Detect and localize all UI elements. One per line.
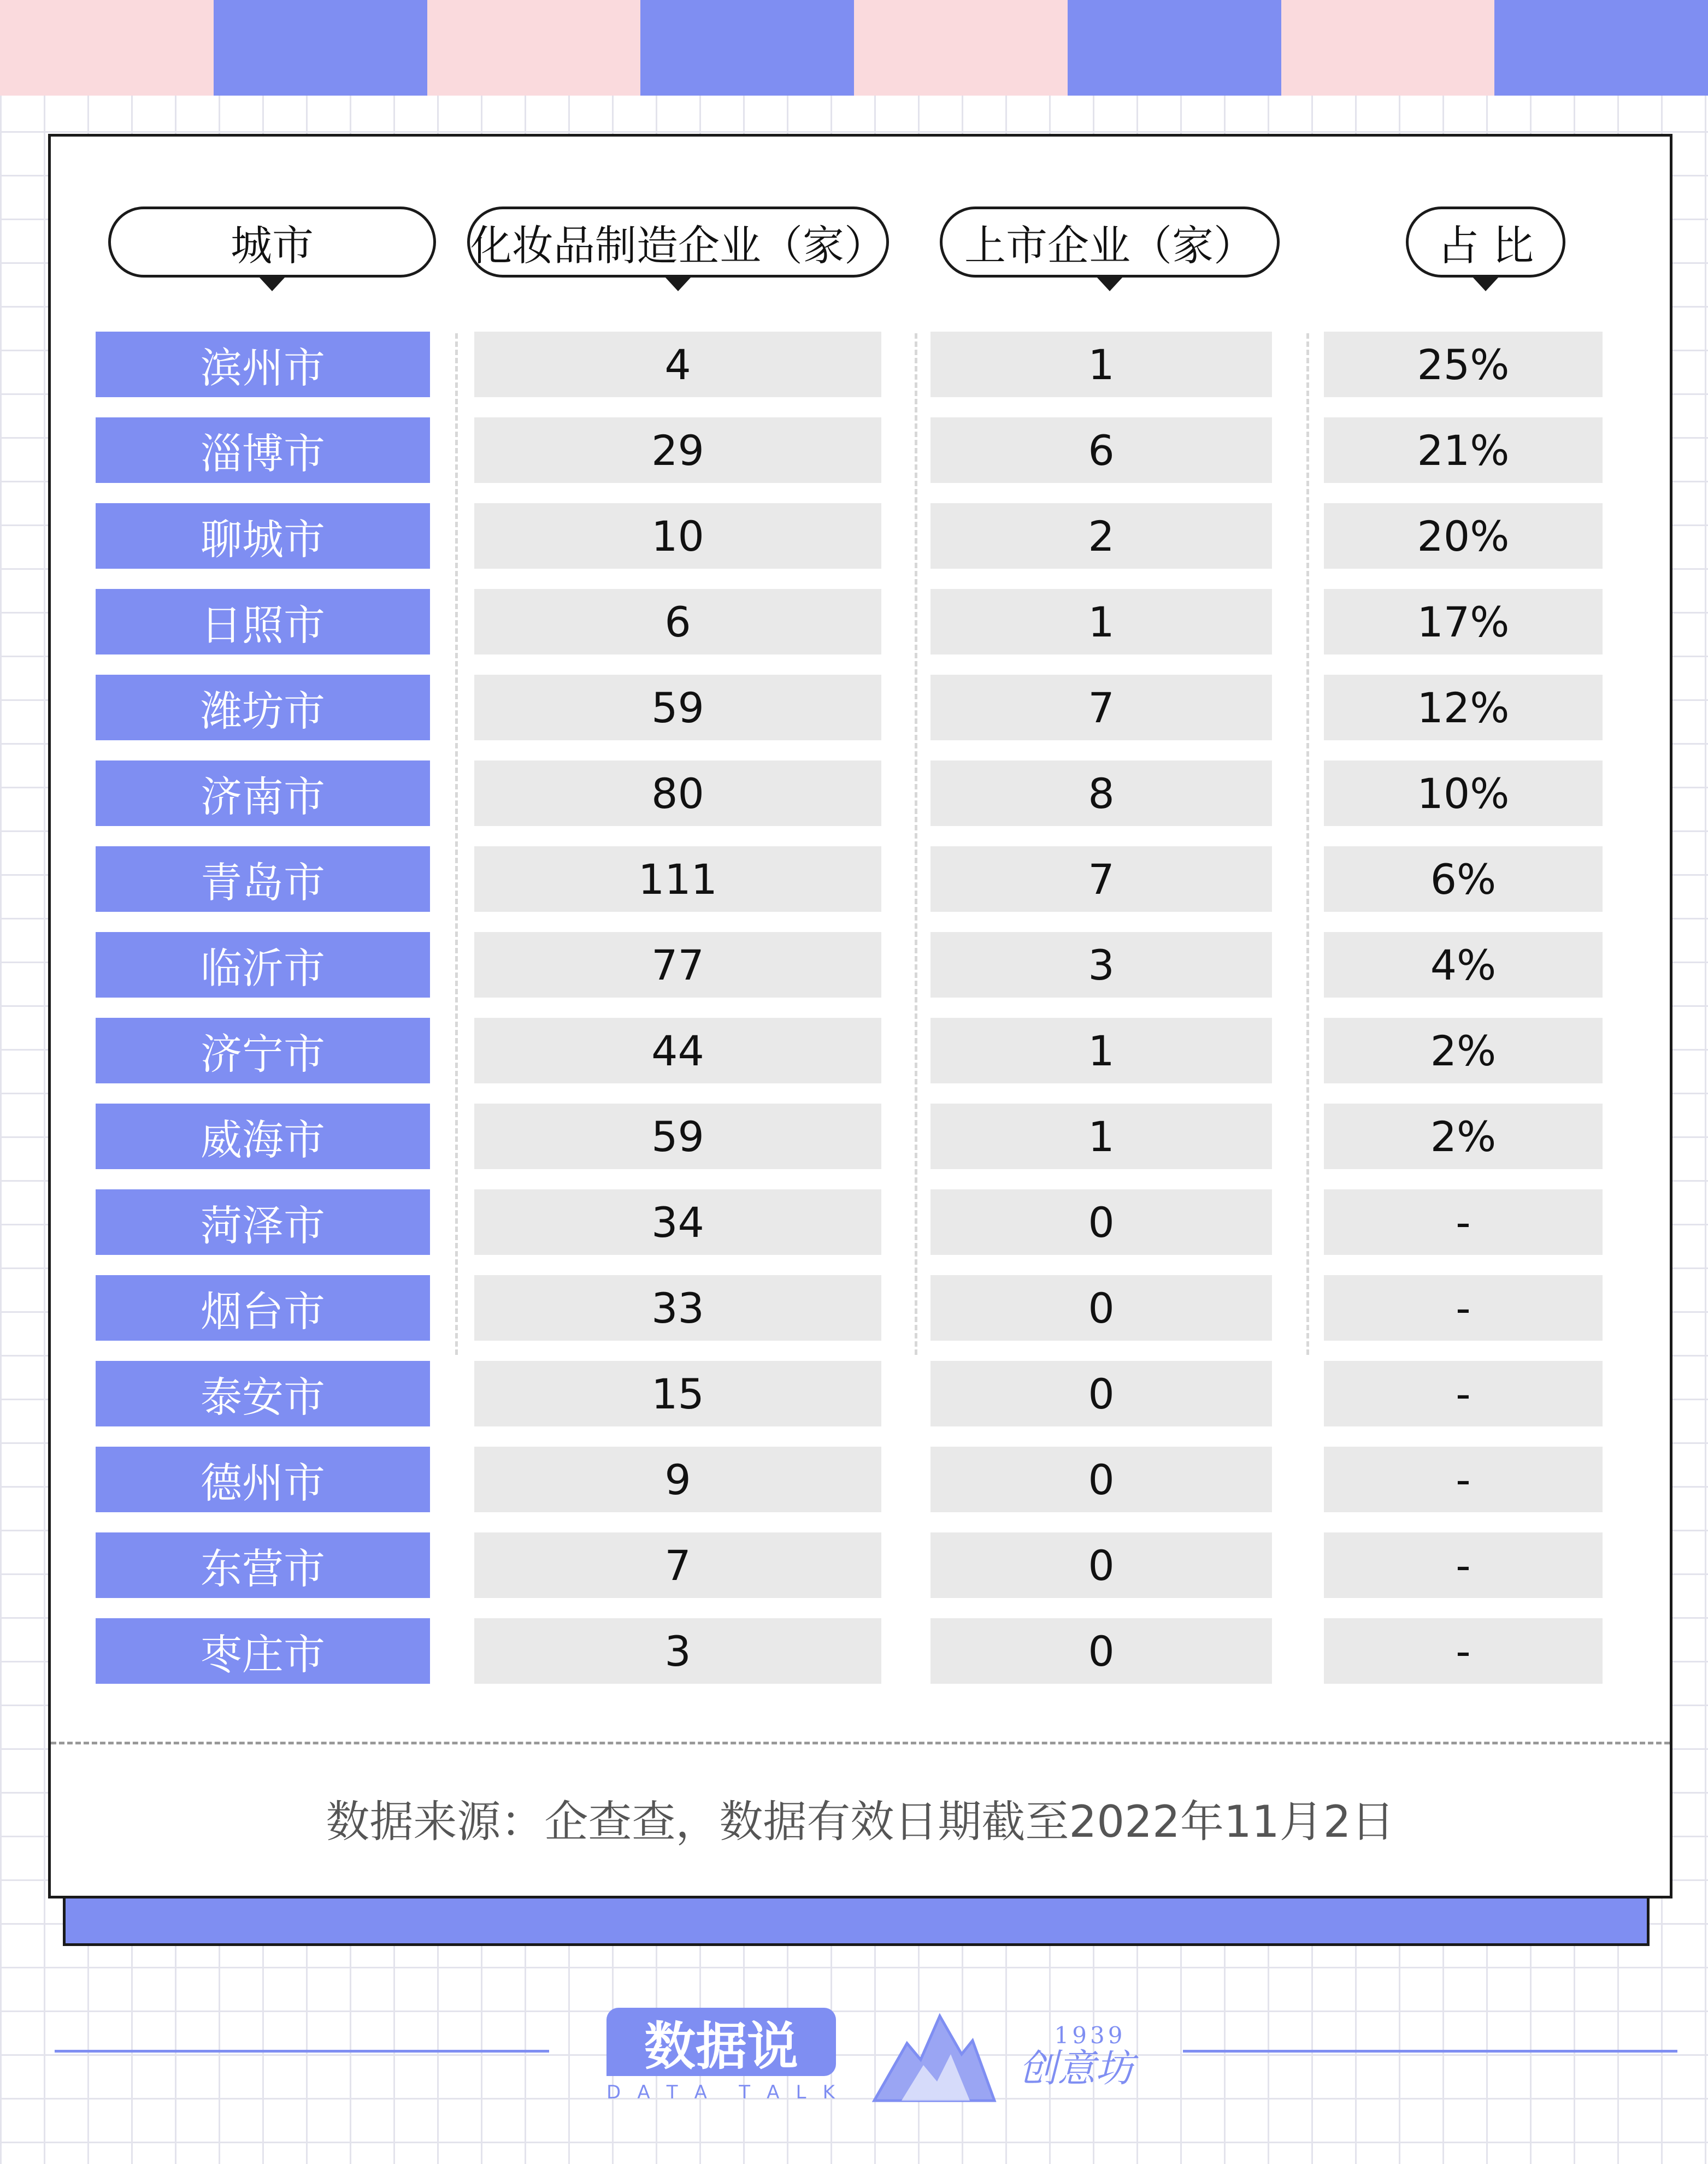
share-cell: 2% bbox=[1324, 1018, 1603, 1083]
listed-cell: 3 bbox=[930, 932, 1272, 998]
top-bar-block bbox=[427, 0, 641, 96]
listed-cell: 0 bbox=[930, 1275, 1272, 1341]
listed-cell: 0 bbox=[930, 1189, 1272, 1255]
city-cell: 德州市 bbox=[96, 1447, 430, 1512]
column-divider bbox=[915, 333, 917, 1355]
makers-cell: 80 bbox=[474, 760, 881, 826]
listed-cell: 8 bbox=[930, 760, 1272, 826]
column-divider bbox=[1306, 333, 1309, 1355]
makers-cell: 9 bbox=[474, 1447, 881, 1512]
city-cell: 东营市 bbox=[96, 1532, 430, 1598]
makers-cell: 29 bbox=[474, 417, 881, 483]
top-bar-block bbox=[854, 0, 1068, 96]
city-cell: 威海市 bbox=[96, 1104, 430, 1169]
share-cell: 6% bbox=[1324, 846, 1603, 912]
logo2-text: 创意坊 bbox=[1019, 2046, 1134, 2091]
top-bar-block bbox=[1494, 0, 1708, 96]
city-cell: 临沂市 bbox=[96, 932, 430, 998]
data-talk-logo bbox=[606, 2008, 836, 2103]
makers-cell: 77 bbox=[474, 932, 881, 998]
header-city: 城市 bbox=[108, 207, 436, 278]
share-cell: 21% bbox=[1324, 417, 1603, 483]
header-listed: 上市企业（家） bbox=[940, 207, 1280, 278]
listed-cell: 1 bbox=[930, 589, 1272, 654]
source-note: 数据来源：企查查，数据有效日期截至2022年11月2日 bbox=[326, 1796, 1395, 1847]
makers-cell: 10 bbox=[474, 503, 881, 569]
city-cell: 滨州市 bbox=[96, 332, 430, 397]
logo-subtitle-letter: A bbox=[637, 2082, 651, 2103]
logo-subtitle-letter: T bbox=[666, 2082, 679, 2103]
share-cell: 4% bbox=[1324, 932, 1603, 998]
logo-text: 数据说 bbox=[606, 2008, 836, 2076]
city-cell: 烟台市 bbox=[96, 1275, 430, 1341]
city-cell: 聊城市 bbox=[96, 503, 430, 569]
share-cell: - bbox=[1324, 1618, 1603, 1684]
top-bar-block bbox=[0, 0, 214, 96]
city-cell: 青岛市 bbox=[96, 846, 430, 912]
makers-cell: 34 bbox=[474, 1189, 881, 1255]
column-divider bbox=[455, 333, 458, 1355]
listed-cell: 7 bbox=[930, 846, 1272, 912]
share-cell: 25% bbox=[1324, 332, 1603, 397]
share-cell: 12% bbox=[1324, 675, 1603, 740]
logo-year: 1939 bbox=[1054, 2022, 1126, 2049]
share-cell: 20% bbox=[1324, 503, 1603, 569]
share-cell: - bbox=[1324, 1532, 1603, 1598]
makers-cell: 4 bbox=[474, 332, 881, 397]
share-cell: - bbox=[1324, 1361, 1603, 1426]
listed-cell: 0 bbox=[930, 1618, 1272, 1684]
listed-cell: 2 bbox=[930, 503, 1272, 569]
mountain-logo-icon bbox=[869, 1994, 1153, 2109]
listed-cell: 0 bbox=[930, 1361, 1272, 1426]
makers-cell: 59 bbox=[474, 1104, 881, 1169]
logo-subtitle-letter: L bbox=[796, 2082, 808, 2103]
logo-subtitle-letter: K bbox=[822, 2082, 836, 2103]
makers-cell: 3 bbox=[474, 1618, 881, 1684]
city-cell: 日照市 bbox=[96, 589, 430, 654]
logo-subtitle-letter: A bbox=[767, 2082, 781, 2103]
makers-cell: 6 bbox=[474, 589, 881, 654]
chuangyifang-logo bbox=[869, 1994, 1153, 2109]
share-cell: - bbox=[1324, 1275, 1603, 1341]
listed-cell: 1 bbox=[930, 332, 1272, 397]
share-cell: - bbox=[1324, 1189, 1603, 1255]
logo-subtitle-letter: T bbox=[739, 2082, 751, 2103]
top-bar-block bbox=[214, 0, 427, 96]
top-bar-block bbox=[1068, 0, 1281, 96]
top-bar-block bbox=[1281, 0, 1495, 96]
makers-cell: 44 bbox=[474, 1018, 881, 1083]
makers-cell: 111 bbox=[474, 846, 881, 912]
logo-subtitle bbox=[606, 2082, 836, 2103]
listed-cell: 0 bbox=[930, 1532, 1272, 1598]
footer-line-left bbox=[55, 2050, 549, 2053]
city-cell: 济南市 bbox=[96, 760, 430, 826]
city-cell: 菏泽市 bbox=[96, 1189, 430, 1255]
share-cell: 17% bbox=[1324, 589, 1603, 654]
header-share: 占 比 bbox=[1406, 207, 1565, 278]
city-cell: 淄博市 bbox=[96, 417, 430, 483]
share-cell: - bbox=[1324, 1447, 1603, 1512]
top-bar-block bbox=[640, 0, 854, 96]
share-cell: 10% bbox=[1324, 760, 1603, 826]
share-cell: 2% bbox=[1324, 1104, 1603, 1169]
makers-cell: 15 bbox=[474, 1361, 881, 1426]
listed-cell: 0 bbox=[930, 1447, 1272, 1512]
listed-cell: 7 bbox=[930, 675, 1272, 740]
city-cell: 泰安市 bbox=[96, 1361, 430, 1426]
city-cell: 潍坊市 bbox=[96, 675, 430, 740]
logo-subtitle-letter: A bbox=[694, 2082, 708, 2103]
listed-cell: 6 bbox=[930, 417, 1272, 483]
listed-cell: 1 bbox=[930, 1104, 1272, 1169]
listed-cell: 1 bbox=[930, 1018, 1272, 1083]
header-makers: 化妆品制造企业（家） bbox=[467, 207, 889, 278]
logo-subtitle-letter: D bbox=[606, 2082, 622, 2103]
makers-cell: 59 bbox=[474, 675, 881, 740]
makers-cell: 7 bbox=[474, 1532, 881, 1598]
city-cell: 济宁市 bbox=[96, 1018, 430, 1083]
table-card bbox=[48, 134, 1672, 1898]
city-cell: 枣庄市 bbox=[96, 1618, 430, 1684]
makers-cell: 33 bbox=[474, 1275, 881, 1341]
dashed-separator bbox=[51, 1742, 1670, 1744]
footer-line-right bbox=[1183, 2050, 1677, 2053]
top-color-bar bbox=[0, 0, 1708, 96]
